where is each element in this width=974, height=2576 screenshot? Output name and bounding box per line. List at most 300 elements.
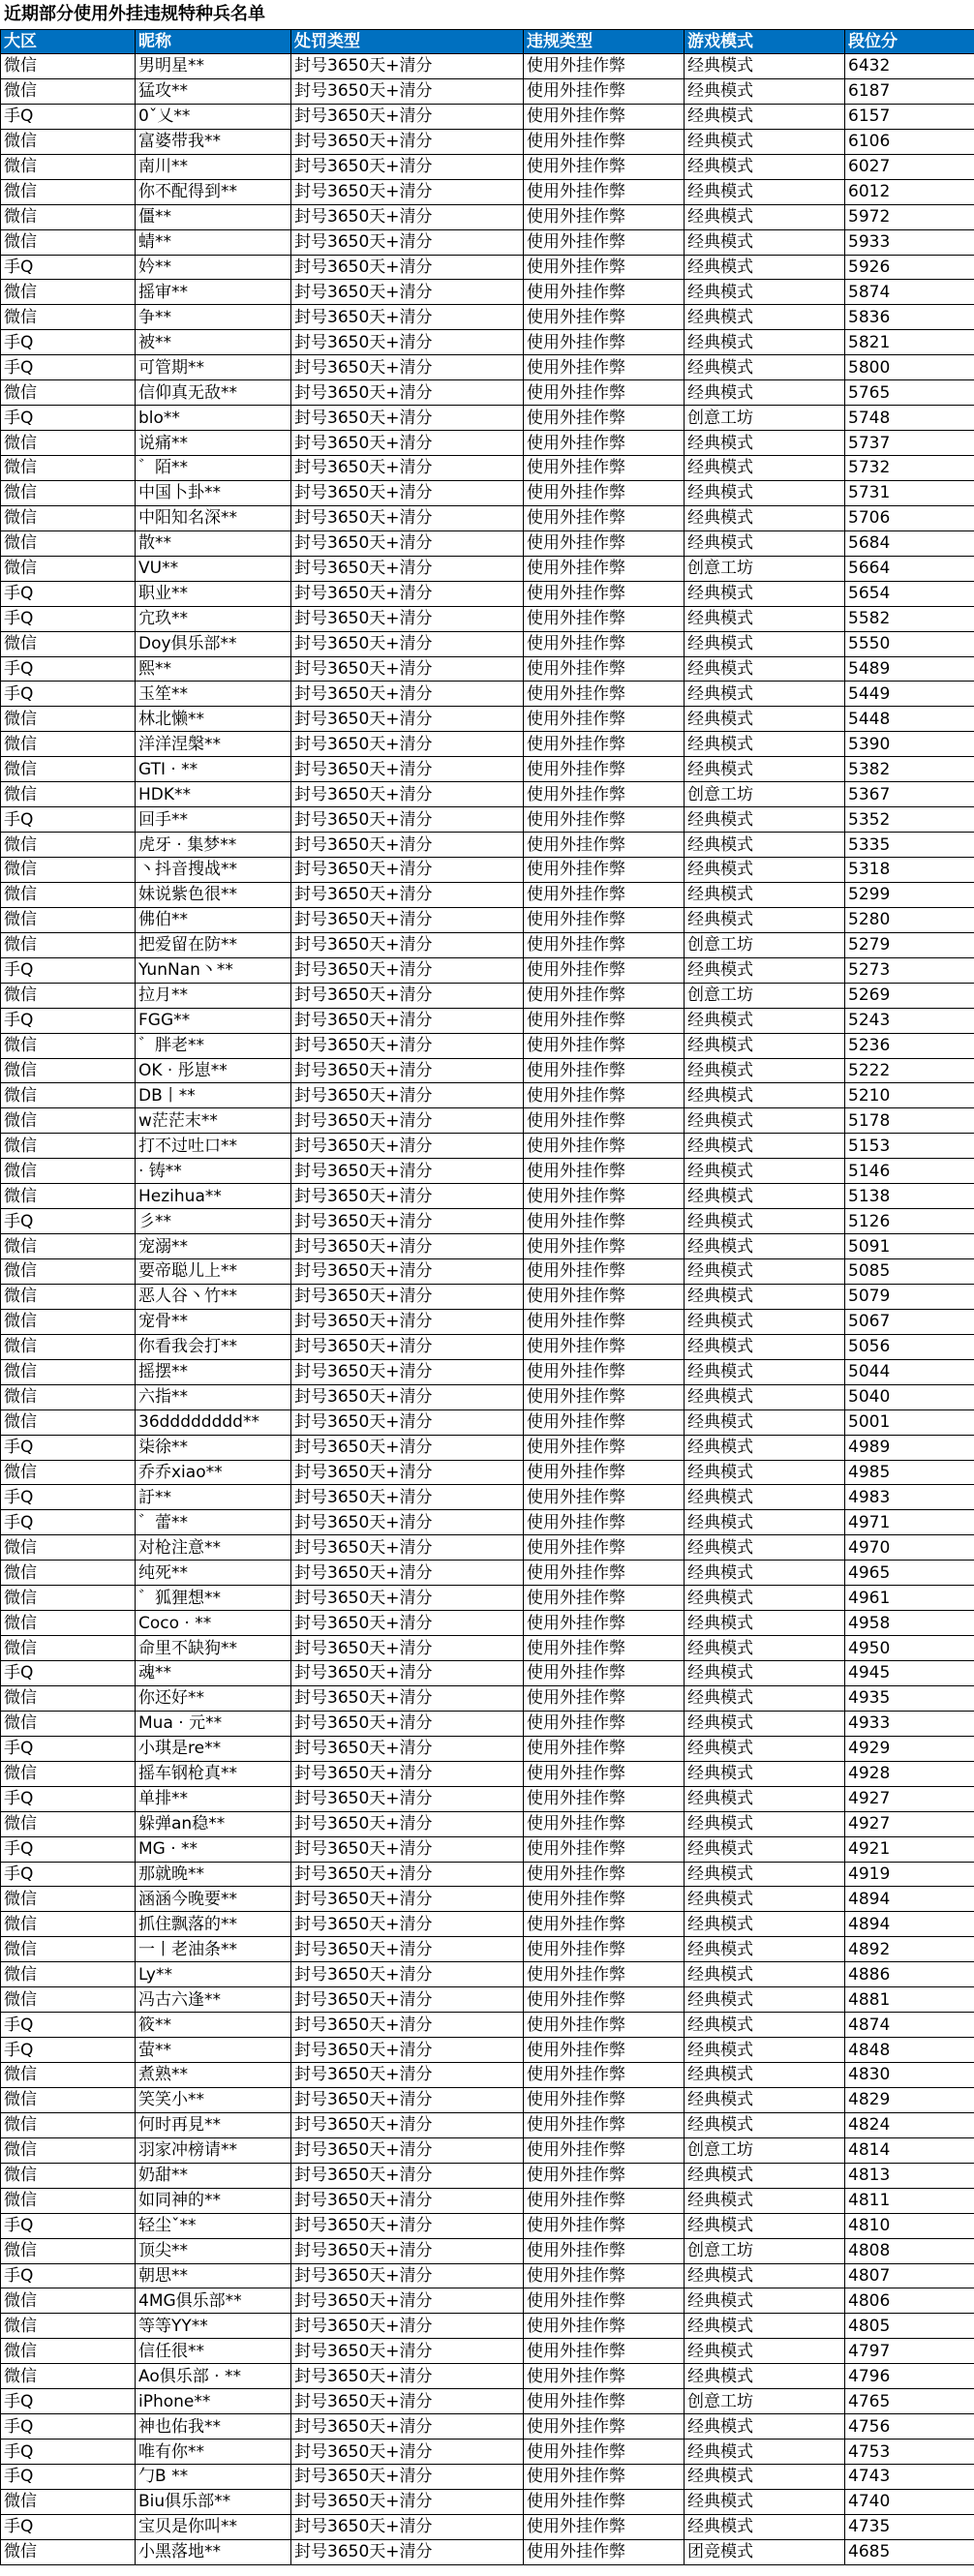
rank-score-cell: 4921	[845, 1836, 974, 1862]
rank-score-cell: 4830	[845, 2063, 974, 2088]
nickname-cell: 职业**	[136, 581, 291, 606]
nickname-cell: 躲弹an稳**	[136, 1811, 291, 1836]
game-mode-cell: 经典模式	[685, 305, 845, 330]
rank-score-cell: 5153	[845, 1134, 974, 1159]
violation-cell: 使用外挂作弊	[524, 78, 685, 104]
region-cell: 微信	[1, 1611, 136, 1636]
table-row	[1, 255, 974, 280]
rank-score-cell: 4874	[845, 2013, 974, 2038]
table-row	[1, 732, 974, 757]
violation-cell: 使用外挂作弊	[524, 1510, 685, 1535]
violation-cell: 使用外挂作弊	[524, 2489, 685, 2514]
game-mode-cell: 经典模式	[685, 530, 845, 556]
game-mode-cell: 经典模式	[685, 1008, 845, 1033]
table-row	[1, 2213, 974, 2238]
game-mode-cell: 经典模式	[685, 255, 845, 280]
rank-score-cell: 4892	[845, 1937, 974, 1962]
violation-cell: 使用外挂作弊	[524, 305, 685, 330]
nickname-cell: 那就晚**	[136, 1862, 291, 1887]
rank-score-cell: 6157	[845, 104, 974, 129]
game-mode-cell: 经典模式	[685, 480, 845, 505]
rank-score-cell: 4919	[845, 1862, 974, 1887]
region-cell: 手Q	[1, 581, 136, 606]
rank-score-cell: 4743	[845, 2465, 974, 2490]
game-mode-cell: 经典模式	[685, 1711, 845, 1736]
violation-cell: 使用外挂作弊	[524, 1962, 685, 1987]
game-mode-cell: 经典模式	[685, 1685, 845, 1711]
game-mode-cell: 经典模式	[685, 581, 845, 606]
table-row	[1, 1987, 974, 2013]
rank-score-cell: 4805	[845, 2314, 974, 2339]
region-cell: 微信	[1, 932, 136, 957]
table-row	[1, 456, 974, 481]
table-row	[1, 1836, 974, 1862]
table-row	[1, 2389, 974, 2414]
region-cell: 手Q	[1, 104, 136, 129]
penalty-cell: 封号3650天+清分	[291, 1435, 524, 1460]
violation-cell: 使用外挂作弊	[524, 682, 685, 707]
penalty-cell: 封号3650天+清分	[291, 154, 524, 179]
table-row	[1, 154, 974, 179]
rank-score-cell: 5748	[845, 406, 974, 431]
region-cell: 微信	[1, 505, 136, 530]
region-cell: 微信	[1, 907, 136, 932]
nickname-cell: 中国卜卦**	[136, 480, 291, 505]
table-row	[1, 1786, 974, 1811]
region-cell: 微信	[1, 631, 136, 656]
region-cell: 手Q	[1, 656, 136, 682]
region-cell: 微信	[1, 732, 136, 757]
violation-cell: 使用外挂作弊	[524, 431, 685, 456]
table-row	[1, 1460, 974, 1485]
region-cell: 手Q	[1, 2465, 136, 2490]
rank-score-cell: 4983	[845, 1485, 974, 1510]
penalty-cell: 封号3650天+清分	[291, 1736, 524, 1761]
region-cell: 微信	[1, 1912, 136, 1937]
column-header-violation: 违规类型	[524, 30, 685, 54]
violation-cell: 使用外挂作弊	[524, 2465, 685, 2490]
nickname-cell: 虎牙 · 集梦**	[136, 833, 291, 858]
penalty-cell: 封号3650天+清分	[291, 1485, 524, 1510]
violation-cell: 使用外挂作弊	[524, 129, 685, 154]
table-row	[1, 2063, 974, 2088]
violation-cell: 使用外挂作弊	[524, 782, 685, 807]
nickname-cell: 单排**	[136, 1786, 291, 1811]
game-mode-cell: 经典模式	[685, 732, 845, 757]
nickname-cell: 0ˇ乂**	[136, 104, 291, 129]
game-mode-cell: 经典模式	[685, 2489, 845, 2514]
penalty-cell: 封号3650天+清分	[291, 1008, 524, 1033]
penalty-cell: 封号3650天+清分	[291, 932, 524, 957]
region-cell: 手Q	[1, 2389, 136, 2414]
region-cell: 微信	[1, 179, 136, 204]
penalty-cell: 封号3650天+清分	[291, 2314, 524, 2339]
penalty-cell: 封号3650天+清分	[291, 1962, 524, 1987]
rank-score-cell: 5056	[845, 1334, 974, 1359]
violation-cell: 使用外挂作弊	[524, 807, 685, 833]
game-mode-cell: 经典模式	[685, 204, 845, 229]
game-mode-cell: 经典模式	[685, 2440, 845, 2465]
game-mode-cell: 创意工坊	[685, 932, 845, 957]
penalty-cell: 封号3650天+清分	[291, 406, 524, 431]
game-mode-cell: 经典模式	[685, 1284, 845, 1309]
game-mode-cell: 经典模式	[685, 1786, 845, 1811]
rank-score-cell: 5367	[845, 782, 974, 807]
table-row	[1, 656, 974, 682]
violation-cell: 使用外挂作弊	[524, 1711, 685, 1736]
game-mode-cell: 经典模式	[685, 1108, 845, 1134]
table-row	[1, 983, 974, 1008]
table-row	[1, 1535, 974, 1561]
region-cell: 微信	[1, 1234, 136, 1259]
nickname-cell: 把爱留在防**	[136, 932, 291, 957]
ban-list-table	[0, 29, 974, 2565]
penalty-cell: 封号3650天+清分	[291, 2364, 524, 2389]
penalty-cell: 封号3650天+清分	[291, 1761, 524, 1786]
violation-cell: 使用外挂作弊	[524, 505, 685, 530]
game-mode-cell: 经典模式	[685, 957, 845, 983]
game-mode-cell: 经典模式	[685, 1836, 845, 1862]
rank-score-cell: 6012	[845, 179, 974, 204]
penalty-cell: 封号3650天+清分	[291, 1334, 524, 1359]
nickname-cell: 你还好**	[136, 1685, 291, 1711]
game-mode-cell: 经典模式	[685, 229, 845, 255]
rank-score-cell: 4829	[845, 2087, 974, 2112]
region-cell: 微信	[1, 204, 136, 229]
rank-score-cell: 5684	[845, 530, 974, 556]
table-row	[1, 807, 974, 833]
region-cell: 微信	[1, 556, 136, 581]
table-row	[1, 505, 974, 530]
game-mode-cell: 经典模式	[685, 104, 845, 129]
region-cell: 微信	[1, 1761, 136, 1786]
violation-cell: 使用外挂作弊	[524, 204, 685, 229]
violation-cell: 使用外挂作弊	[524, 757, 685, 782]
rank-score-cell: 4928	[845, 1761, 974, 1786]
nickname-cell: 萤**	[136, 2038, 291, 2063]
penalty-cell: 封号3650天+清分	[291, 2112, 524, 2137]
table-row	[1, 380, 974, 406]
rank-score-cell: 5390	[845, 732, 974, 757]
region-cell: 微信	[1, 1561, 136, 1586]
region-cell: 微信	[1, 1033, 136, 1058]
region-cell: 微信	[1, 154, 136, 179]
violation-cell: 使用外挂作弊	[524, 1435, 685, 1460]
nickname-cell: 六指**	[136, 1384, 291, 1409]
table-row	[1, 2364, 974, 2389]
game-mode-cell: 经典模式	[685, 1485, 845, 1510]
region-cell: 手Q	[1, 957, 136, 983]
table-row	[1, 1058, 974, 1083]
violation-cell: 使用外挂作弊	[524, 2163, 685, 2188]
game-mode-cell: 经典模式	[685, 858, 845, 883]
rank-score-cell: 4970	[845, 1535, 974, 1561]
violation-cell: 使用外挂作弊	[524, 280, 685, 305]
table-row	[1, 631, 974, 656]
game-mode-cell: 经典模式	[685, 2288, 845, 2314]
nickname-cell: FGG**	[136, 1008, 291, 1033]
violation-cell: 使用外挂作弊	[524, 2514, 685, 2539]
penalty-cell: 封号3650天+清分	[291, 2137, 524, 2163]
nickname-cell: YunNan丶**	[136, 957, 291, 983]
region-cell: 微信	[1, 983, 136, 1008]
table-header-row	[1, 30, 974, 54]
table-row	[1, 1234, 974, 1259]
rank-score-cell: 4961	[845, 1586, 974, 1611]
column-header-nickname: 昵称	[136, 30, 291, 54]
table-row	[1, 1083, 974, 1108]
region-cell: 微信	[1, 1962, 136, 1987]
violation-cell: 使用外挂作弊	[524, 858, 685, 883]
table-row	[1, 2087, 974, 2112]
game-mode-cell: 经典模式	[685, 179, 845, 204]
penalty-cell: 封号3650天+清分	[291, 1836, 524, 1862]
region-cell: 微信	[1, 2188, 136, 2213]
rank-score-cell: 4811	[845, 2188, 974, 2213]
nickname-cell: 彡**	[136, 1209, 291, 1234]
game-mode-cell: 经典模式	[685, 1661, 845, 1686]
penalty-cell: 封号3650天+清分	[291, 1636, 524, 1661]
region-cell: 微信	[1, 1184, 136, 1209]
nickname-cell: 丶抖音搜战**	[136, 858, 291, 883]
rank-score-cell: 4765	[845, 2389, 974, 2414]
nickname-cell: Hezihua**	[136, 1184, 291, 1209]
game-mode-cell: 经典模式	[685, 1987, 845, 2013]
column-header-rank-score: 段位分	[845, 30, 974, 54]
table-row	[1, 1108, 974, 1134]
penalty-cell: 封号3650天+清分	[291, 280, 524, 305]
region-cell: 微信	[1, 757, 136, 782]
table-row	[1, 1711, 974, 1736]
region-cell: 手Q	[1, 2263, 136, 2288]
violation-cell: 使用外挂作弊	[524, 1409, 685, 1435]
penalty-cell: 封号3650天+清分	[291, 1209, 524, 1234]
nickname-cell: Ao俱乐部 · **	[136, 2364, 291, 2389]
violation-cell: 使用外挂作弊	[524, 480, 685, 505]
region-cell: 微信	[1, 2112, 136, 2137]
nickname-cell: 宠骨**	[136, 1309, 291, 1334]
game-mode-cell: 经典模式	[685, 54, 845, 79]
game-mode-cell: 经典模式	[685, 2013, 845, 2038]
nickname-cell: · 铸**	[136, 1159, 291, 1184]
region-cell: 微信	[1, 305, 136, 330]
penalty-cell: 封号3650天+清分	[291, 1184, 524, 1209]
violation-cell: 使用外挂作弊	[524, 406, 685, 431]
nickname-cell: GTI · **	[136, 757, 291, 782]
rank-score-cell: 5972	[845, 204, 974, 229]
game-mode-cell: 经典模式	[685, 2213, 845, 2238]
table-row	[1, 556, 974, 581]
violation-cell: 使用外挂作弊	[524, 1359, 685, 1384]
nickname-cell: 如同神的**	[136, 2188, 291, 2213]
game-mode-cell: 团竞模式	[685, 2539, 845, 2564]
rank-score-cell: 5138	[845, 1184, 974, 1209]
nickname-cell: 魂**	[136, 1661, 291, 1686]
table-row	[1, 431, 974, 456]
violation-cell: 使用外挂作弊	[524, 1535, 685, 1561]
rank-score-cell: 5299	[845, 882, 974, 907]
rank-score-cell: 5582	[845, 606, 974, 631]
nickname-cell: 宂玖**	[136, 606, 291, 631]
rank-score-cell: 5044	[845, 1359, 974, 1384]
game-mode-cell: 经典模式	[685, 1334, 845, 1359]
penalty-cell: 封号3650天+清分	[291, 2440, 524, 2465]
penalty-cell: 封号3650天+清分	[291, 1661, 524, 1686]
violation-cell: 使用外挂作弊	[524, 556, 685, 581]
nickname-cell: 4MG俱乐部**	[136, 2288, 291, 2314]
violation-cell: 使用外挂作弊	[524, 1058, 685, 1083]
region-cell: 微信	[1, 129, 136, 154]
region-cell: 手Q	[1, 2414, 136, 2440]
penalty-cell: 封号3650天+清分	[291, 1786, 524, 1811]
table-row	[1, 932, 974, 957]
penalty-cell: 封号3650天+清分	[291, 179, 524, 204]
nickname-cell: 男明星**	[136, 54, 291, 79]
violation-cell: 使用外挂作弊	[524, 255, 685, 280]
violation-cell: 使用外挂作弊	[524, 656, 685, 682]
rank-score-cell: 4796	[845, 2364, 974, 2389]
nickname-cell: 恶人谷丶竹**	[136, 1284, 291, 1309]
game-mode-cell: 经典模式	[685, 1309, 845, 1334]
rank-score-cell: 5489	[845, 656, 974, 682]
region-cell: 微信	[1, 2489, 136, 2514]
penalty-cell: 封号3650天+清分	[291, 1460, 524, 1485]
game-mode-cell: 经典模式	[685, 1460, 845, 1485]
rank-score-cell: 4824	[845, 2112, 974, 2137]
region-cell: 手Q	[1, 1485, 136, 1510]
table-row	[1, 280, 974, 305]
region-cell: 微信	[1, 1259, 136, 1285]
violation-cell: 使用外挂作弊	[524, 2087, 685, 2112]
penalty-cell: 封号3650天+清分	[291, 1937, 524, 1962]
game-mode-cell: 经典模式	[685, 154, 845, 179]
game-mode-cell: 经典模式	[685, 2188, 845, 2213]
violation-cell: 使用外挂作弊	[524, 1937, 685, 1962]
violation-cell: 使用外挂作弊	[524, 1033, 685, 1058]
penalty-cell: 封号3650天+清分	[291, 1586, 524, 1611]
game-mode-cell: 经典模式	[685, 1887, 845, 1912]
game-mode-cell: 经典模式	[685, 2465, 845, 2490]
violation-cell: 使用外挂作弊	[524, 2112, 685, 2137]
table-row	[1, 1033, 974, 1058]
region-cell: 手Q	[1, 330, 136, 355]
table-row	[1, 54, 974, 79]
table-row	[1, 1409, 974, 1435]
nickname-cell: 36dddddddd**	[136, 1409, 291, 1435]
violation-cell: 使用外挂作弊	[524, 229, 685, 255]
table-row	[1, 1485, 974, 1510]
game-mode-cell: 经典模式	[685, 1058, 845, 1083]
violation-cell: 使用外挂作弊	[524, 1811, 685, 1836]
column-header-game-mode: 游戏模式	[685, 30, 845, 54]
violation-cell: 使用外挂作弊	[524, 1685, 685, 1711]
rank-score-cell: 4797	[845, 2339, 974, 2364]
nickname-cell: 等等YY**	[136, 2314, 291, 2339]
game-mode-cell: 经典模式	[685, 78, 845, 104]
nickname-cell: 富婆带我**	[136, 129, 291, 154]
table-row	[1, 204, 974, 229]
violation-cell: 使用外挂作弊	[524, 1008, 685, 1033]
game-mode-cell: 经典模式	[685, 1862, 845, 1887]
table-row	[1, 2263, 974, 2288]
game-mode-cell: 经典模式	[685, 833, 845, 858]
violation-cell: 使用外挂作弊	[524, 1384, 685, 1409]
region-cell: 微信	[1, 2163, 136, 2188]
table-row	[1, 330, 974, 355]
penalty-cell: 封号3650天+清分	[291, 757, 524, 782]
nickname-cell: 宝贝是你叫**	[136, 2514, 291, 2539]
table-row	[1, 1510, 974, 1535]
rank-score-cell: 4685	[845, 2539, 974, 2564]
table-row	[1, 2137, 974, 2163]
nickname-cell: 争**	[136, 305, 291, 330]
region-cell: 微信	[1, 480, 136, 505]
rank-score-cell: 5836	[845, 305, 974, 330]
penalty-cell: 封号3650天+清分	[291, 1083, 524, 1108]
violation-cell: 使用外挂作弊	[524, 581, 685, 606]
table-row	[1, 1736, 974, 1761]
nickname-cell: 玉笙**	[136, 682, 291, 707]
game-mode-cell: 经典模式	[685, 2038, 845, 2063]
rank-score-cell: 5335	[845, 833, 974, 858]
rank-score-cell: 4971	[845, 1510, 974, 1535]
rank-score-cell: 5126	[845, 1209, 974, 1234]
column-header-penalty: 处罚类型	[291, 30, 524, 54]
game-mode-cell: 经典模式	[685, 1435, 845, 1460]
penalty-cell: 封号3650天+清分	[291, 505, 524, 530]
nickname-cell: ゛陌**	[136, 456, 291, 481]
rank-score-cell: 5550	[845, 631, 974, 656]
rank-score-cell: 5933	[845, 229, 974, 255]
rank-score-cell: 5178	[845, 1108, 974, 1134]
region-cell: 微信	[1, 1987, 136, 2013]
nickname-cell: 散**	[136, 530, 291, 556]
rank-score-cell: 5222	[845, 1058, 974, 1083]
table-row	[1, 355, 974, 380]
penalty-cell: 封号3650天+清分	[291, 1912, 524, 1937]
penalty-cell: 封号3650天+清分	[291, 530, 524, 556]
region-cell: 微信	[1, 1586, 136, 1611]
violation-cell: 使用外挂作弊	[524, 1636, 685, 1661]
table-row	[1, 1937, 974, 1962]
nickname-cell: 可管期**	[136, 355, 291, 380]
violation-cell: 使用外挂作弊	[524, 1862, 685, 1887]
nickname-cell: 林北懒**	[136, 707, 291, 732]
table-row	[1, 606, 974, 631]
game-mode-cell: 经典模式	[685, 1409, 845, 1435]
penalty-cell: 封号3650天+清分	[291, 882, 524, 907]
violation-cell: 使用外挂作弊	[524, 1134, 685, 1159]
game-mode-cell: 经典模式	[685, 807, 845, 833]
table-row	[1, 480, 974, 505]
region-cell: 手Q	[1, 1661, 136, 1686]
nickname-cell: 奶甜**	[136, 2163, 291, 2188]
game-mode-cell: 经典模式	[685, 1384, 845, 1409]
table-row	[1, 1912, 974, 1937]
region-cell: 微信	[1, 1535, 136, 1561]
violation-cell: 使用外挂作弊	[524, 833, 685, 858]
game-mode-cell: 经典模式	[685, 656, 845, 682]
region-cell: 微信	[1, 2063, 136, 2088]
penalty-cell: 封号3650天+清分	[291, 1159, 524, 1184]
nickname-cell: 猛攻**	[136, 78, 291, 104]
region-cell: 微信	[1, 1384, 136, 1409]
region-cell: 微信	[1, 78, 136, 104]
violation-cell: 使用外挂作弊	[524, 1987, 685, 2013]
game-mode-cell: 经典模式	[685, 882, 845, 907]
table-row	[1, 2465, 974, 2490]
penalty-cell: 封号3650天+清分	[291, 2414, 524, 2440]
